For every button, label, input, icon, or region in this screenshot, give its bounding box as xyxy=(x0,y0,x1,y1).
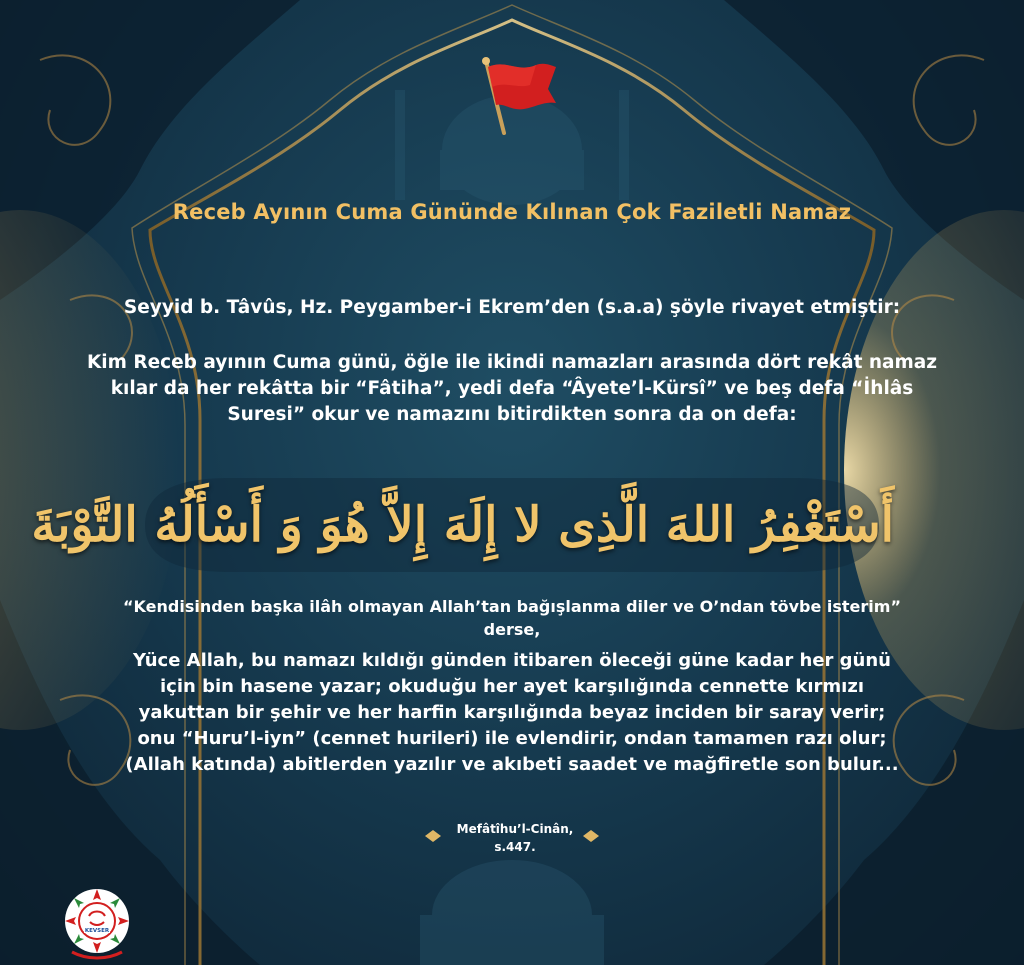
red-flag-icon xyxy=(478,55,560,135)
derse-text: derse, xyxy=(483,620,541,639)
source-citation xyxy=(430,820,600,856)
page-title: Receb Ayının Cuma Gününde Kılınan Çok Faziletli Namaz xyxy=(172,200,852,224)
source-book: Mefâtîhu’l-Cinân, xyxy=(456,822,574,836)
intro-text: Seyyid b. Tâvûs, Hz. Peygamber-i Ekrem’den (s.a.a) şöyle rivayet etmiştir: xyxy=(123,297,901,318)
paragraph-1: Kim Receb ayının Cuma günü, öğle ile ikindi namazları arasında dört rekât namaz kılar da her rekâtta bir “Fâtiha”, yedi defa “Âyete’l-Kürsî” ve beş defa “İhlâs Suresi” okur ve namazını bitirdikten sonra da on defa: xyxy=(86,352,938,425)
logo-text: KEVSER xyxy=(84,928,110,934)
kevser-logo xyxy=(62,886,132,962)
arabic-calligraphy: أَسْتَغْفِرُ اللهَ الَّذِى لا إِلَهَ إِلاَّ هُوَ وَ أَسْأَلُهُ التَّوْبَةَ xyxy=(31,497,894,553)
paragraph-2: Yüce Allah, bu namazı kıldığı günden itibaren öleceği güne kadar her günü için bin hasene yazar; okuduğu her ayet karşılığında cennette kırmızı yakuttan bir şehir ve her harfin karşılığında beyaz inciden bir saray verir; onu “Huru’l-iyn” (cennet hurileri) ile evlendirir, ondan tamamen razı olur; (Allah katında) abitlerden yazılır ve akıbeti saadet ve mağfiretle son bulur... xyxy=(125,650,899,775)
source-page: s.447. xyxy=(494,840,536,854)
translation-quote: “Kendisinden başka ilâh olmayan Allah’tan bağışlanma diler ve O’ndan tövbe isterim” xyxy=(123,597,901,616)
